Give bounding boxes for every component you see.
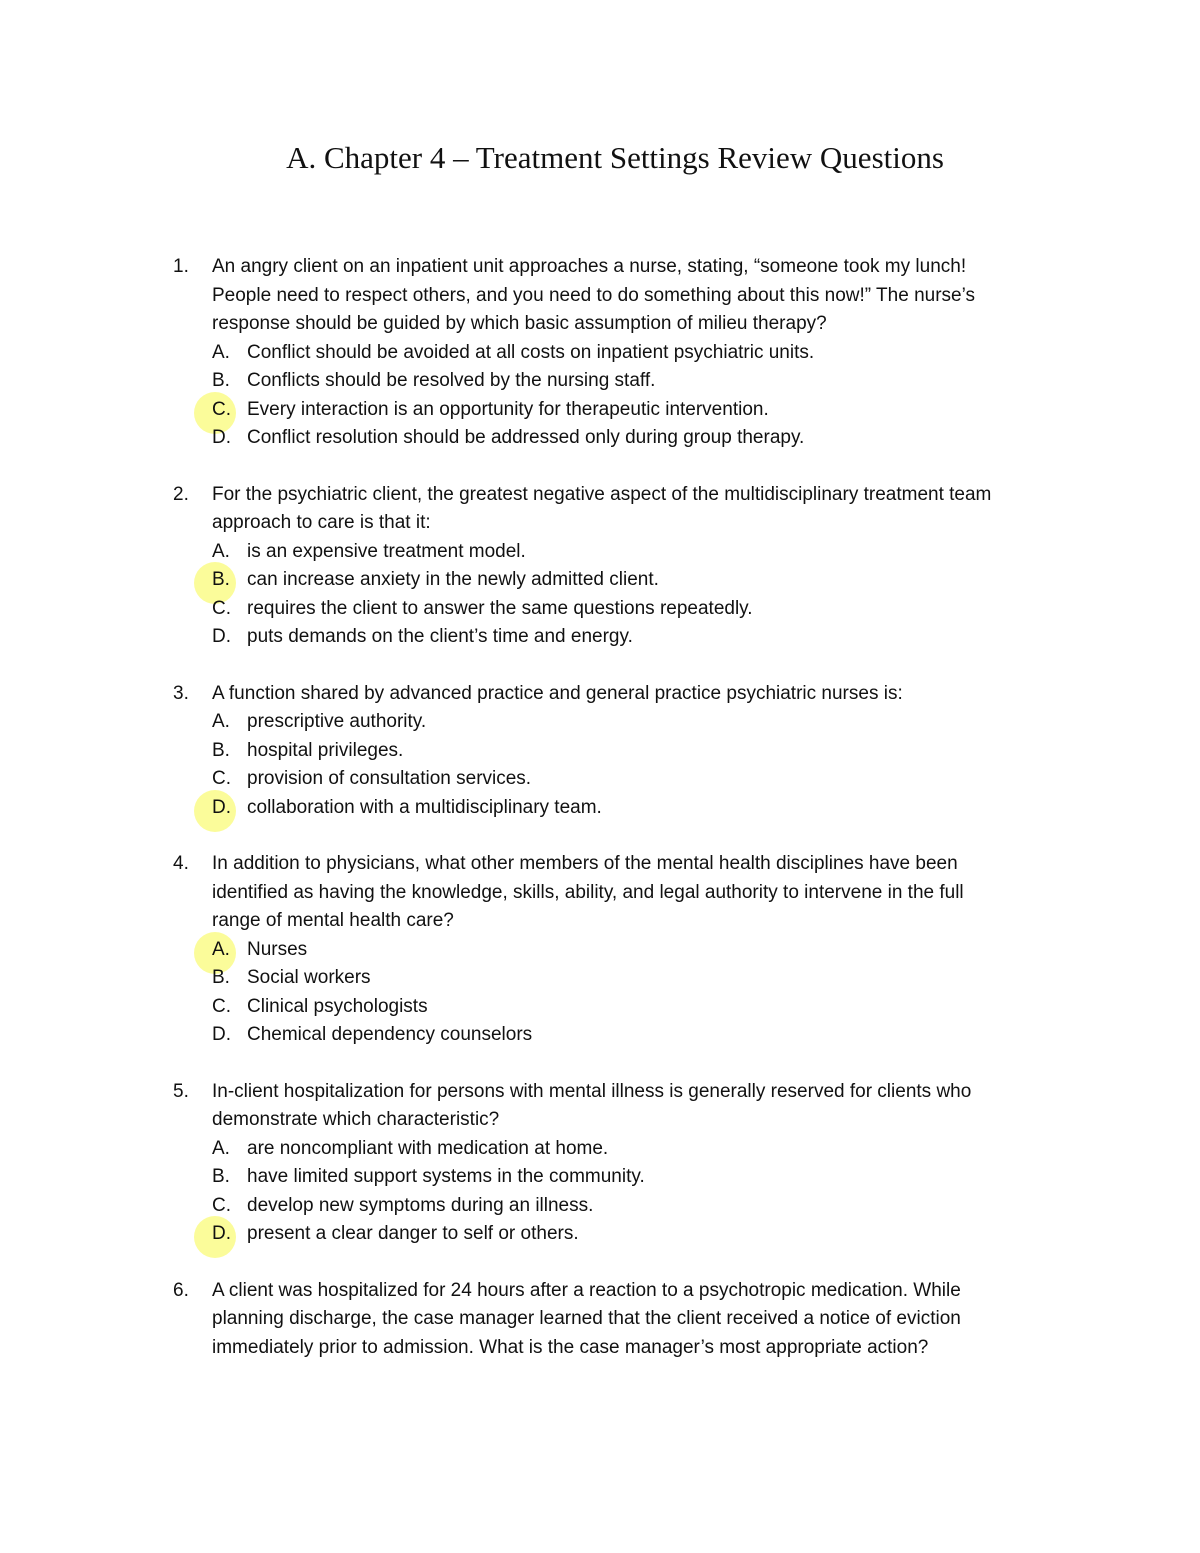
option-label: A. (212, 1137, 230, 1159)
question-text: planning discharge, the case manager learned that the client received a notice of eviction (212, 1308, 961, 1329)
question-line (0, 1305, 1200, 1334)
question-text: range of mental health care? (212, 910, 454, 931)
option-label: D. (212, 427, 231, 448)
option-text: Chemical dependency counselors (247, 1024, 533, 1045)
question-line (0, 282, 1200, 311)
question-text: In-client hospitalization for persons with mental illness is generally reserved for clients who (212, 1080, 972, 1102)
answer-option (0, 737, 1200, 766)
question-text: For the psychiatric client, the greatest negative aspect of the multidisciplinary treatment team (212, 483, 992, 505)
question-line (0, 509, 1200, 538)
answer-option (0, 1220, 1200, 1249)
option-text: is an expensive treatment model. (247, 540, 526, 562)
answer-option (0, 794, 1200, 823)
option-label: C. (212, 768, 231, 789)
option-label: B. (212, 370, 230, 391)
question-text: approach to care is that it: (212, 512, 431, 533)
option-text: puts demands on the client’s time and energy. (247, 626, 633, 647)
option-label: C. (212, 1194, 231, 1216)
answer-option (0, 1021, 1200, 1050)
question-number: 3. (173, 682, 189, 704)
option-label: D. (212, 1024, 231, 1045)
answer-option (0, 1163, 1200, 1192)
answer-option (0, 396, 1200, 425)
option-label: D. (212, 1223, 231, 1244)
option-label: A. (212, 711, 230, 732)
question-5 (0, 1078, 1200, 1249)
answer-option (0, 964, 1200, 993)
answer-option (0, 424, 1200, 453)
question-line (0, 1078, 1200, 1107)
option-label: C. (212, 995, 231, 1017)
option-label: B. (212, 569, 230, 590)
option-label: C. (212, 398, 231, 420)
answer-option (0, 1192, 1200, 1221)
option-text: Conflict should be avoided at all costs on inpatient psychiatric units. (247, 341, 815, 363)
question-line (0, 879, 1200, 908)
answer-option (0, 538, 1200, 567)
option-text: can increase anxiety in the newly admitted client. (247, 569, 659, 590)
question-text: response should be guided by which basic assumption of milieu therapy? (212, 313, 827, 334)
option-text: prescriptive authority. (247, 711, 427, 732)
question-6 (0, 1277, 1200, 1363)
option-label: A. (212, 540, 230, 562)
question-4 (0, 850, 1200, 1050)
question-text: People need to respect others, and you need to do something about this now!” The nurse’s (212, 284, 975, 306)
option-label: D. (212, 796, 231, 818)
question-list (0, 253, 1200, 1390)
option-text: Clinical psychologists (247, 995, 428, 1017)
option-text: Nurses (247, 938, 308, 960)
question-line (0, 907, 1200, 936)
answer-option (0, 623, 1200, 652)
question-text: A client was hospitalized for 24 hours after a reaction to a psychotropic medication. While (212, 1279, 961, 1301)
question-line (0, 1106, 1200, 1135)
answer-option (0, 339, 1200, 368)
question-line (0, 850, 1200, 879)
option-text: are noncompliant with medication at home. (247, 1137, 609, 1159)
option-text: hospital privileges. (247, 739, 404, 761)
option-label: A. (212, 341, 230, 363)
option-text: Conflicts should be resolved by the nursing staff. (247, 370, 656, 391)
option-text: Conflict resolution should be addressed only during group therapy. (247, 427, 805, 448)
option-text: requires the client to answer the same questions repeatedly. (247, 597, 753, 619)
page-title: A. Chapter 4 – Treatment Settings Review Questions (286, 140, 944, 175)
question-number: 2. (173, 483, 189, 505)
question-text: demonstrate which characteristic? (212, 1109, 500, 1130)
option-text: develop new symptoms during an illness. (247, 1194, 594, 1216)
question-text: A function shared by advanced practice and general practice psychiatric nurses is: (212, 682, 903, 704)
option-label: D. (212, 626, 231, 647)
option-text: present a clear danger to self or others. (247, 1223, 579, 1244)
answer-option (0, 367, 1200, 396)
question-text: An angry client on an inpatient unit approaches a nurse, stating, “someone took my lunch! (212, 256, 967, 277)
option-text: provision of consultation services. (247, 768, 532, 789)
question-line (0, 481, 1200, 510)
option-label: B. (212, 967, 230, 988)
answer-option (0, 1135, 1200, 1164)
question-number: 4. (173, 853, 189, 874)
question-text: identified as having the knowledge, skills, ability, and legal authority to intervene in the full (212, 881, 964, 903)
question-line (0, 310, 1200, 339)
option-text: collaboration with a multidisciplinary team. (247, 796, 602, 818)
answer-option (0, 993, 1200, 1022)
question-number: 5. (173, 1080, 189, 1102)
answer-option (0, 936, 1200, 965)
question-text: In addition to physicians, what other members of the mental health disciplines have been (212, 853, 958, 874)
question-2 (0, 481, 1200, 652)
answer-option (0, 566, 1200, 595)
question-line (0, 680, 1200, 709)
question-text: immediately prior to admission. What is the case manager’s most appropriate action? (212, 1336, 929, 1358)
option-label: B. (212, 739, 230, 761)
option-label: A. (212, 938, 230, 960)
answer-option (0, 708, 1200, 737)
question-1 (0, 253, 1200, 453)
option-label: C. (212, 597, 231, 619)
question-line (0, 1277, 1200, 1306)
option-text: Social workers (247, 967, 371, 988)
question-line (0, 253, 1200, 282)
answer-option (0, 595, 1200, 624)
question-3 (0, 680, 1200, 823)
answer-option (0, 765, 1200, 794)
question-line (0, 1334, 1200, 1363)
question-number: 1. (173, 256, 189, 277)
option-text: Every interaction is an opportunity for therapeutic intervention. (247, 398, 769, 420)
option-label: B. (212, 1166, 230, 1187)
question-number: 6. (173, 1279, 189, 1301)
option-text: have limited support systems in the community. (247, 1166, 645, 1187)
